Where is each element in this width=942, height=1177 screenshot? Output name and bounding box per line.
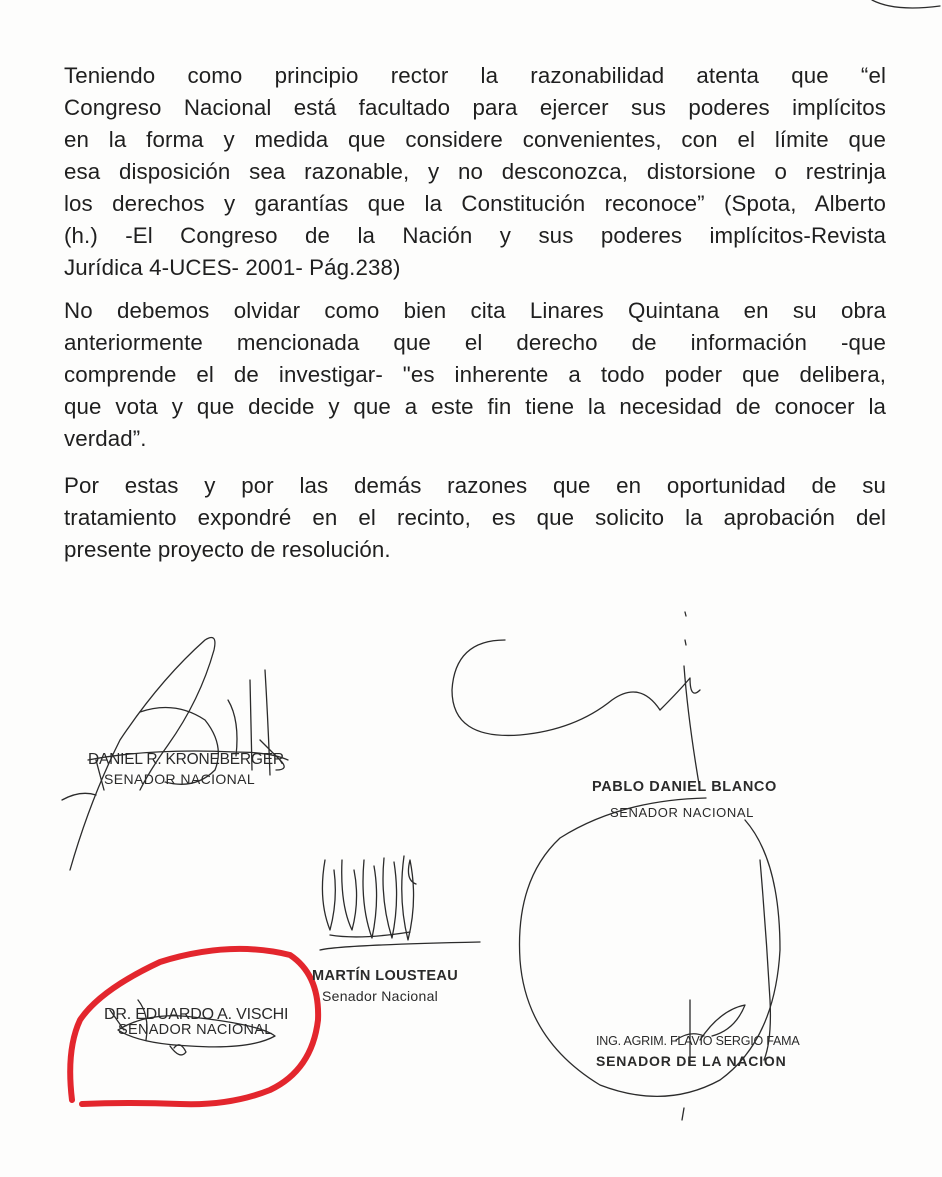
kroneberger-title: SENADOR NACIONAL <box>104 771 256 787</box>
paragraph-line: que vota y que decide y que a este fin tiene la necesidad de conocer la <box>64 394 886 419</box>
paragraph-line: esa disposición sea razonable, y no desconozca, distorsione o restrinja <box>64 159 886 184</box>
paragraph-line: comprende el de investigar- "es inherente a todo poder que delibera, <box>64 362 886 387</box>
paragraph-line: Jurídica 4-UCES- 2001- Pág.238) <box>64 255 401 280</box>
lousteau-name: MARTÍN LOUSTEAU <box>312 968 459 984</box>
paragraph-line: tratamiento expondré en el recinto, es que solicito la aprobación del <box>64 505 886 530</box>
paragraph-line: No debemos olvidar como bien cita Linares Quintana en su obra <box>64 298 886 323</box>
blanco-name: PABLO DANIEL BLANCO <box>592 779 777 795</box>
kroneberger-name: DANIEL R. KRONEBERGER <box>88 751 284 768</box>
paragraph-line: en la forma y medida que considere convenientes, con el límite que <box>64 127 886 152</box>
paragraph-line: los derechos y garantías que la Constitución reconoce” (Spota, Alberto <box>64 191 886 216</box>
blanco-signature <box>452 612 780 1096</box>
fama-signature <box>676 860 770 1120</box>
blanco-title: SENADOR NACIONAL <box>610 805 754 820</box>
paragraph-line: Por estas y por las demás razones que en oportunidad de su <box>64 473 886 498</box>
lousteau-signature <box>320 856 480 950</box>
vischi-name: DR. EDUARDO A. VISCHI <box>104 1006 289 1023</box>
fama-title: SENADOR DE LA NACION <box>596 1053 787 1069</box>
fama-name: ING. AGRIM. FLAVIO SERGIO FAMA <box>596 1034 800 1048</box>
paragraph-line: anteriormente mencionada que el derecho de información -que <box>64 330 886 355</box>
paragraph-2 <box>64 295 886 455</box>
paragraph-3 <box>64 470 886 566</box>
corner-stamp-mark <box>872 0 940 8</box>
paragraph-line: presente proyecto de resolución. <box>64 537 391 562</box>
vischi-title: SENADOR NACIONAL <box>118 1022 273 1038</box>
paragraph-line: verdad”. <box>64 426 147 451</box>
paragraph-line: (h.) -El Congreso de la Nación y sus poderes implícitos-Revista <box>64 223 886 248</box>
paragraph-1 <box>64 60 886 284</box>
paragraph-line: Congreso Nacional está facultado para ejercer sus poderes implícitos <box>64 95 886 120</box>
lousteau-title: Senador Nacional <box>322 988 439 1004</box>
paragraph-line: Teniendo como principio rector la razonabilidad atenta que “el <box>64 63 886 88</box>
